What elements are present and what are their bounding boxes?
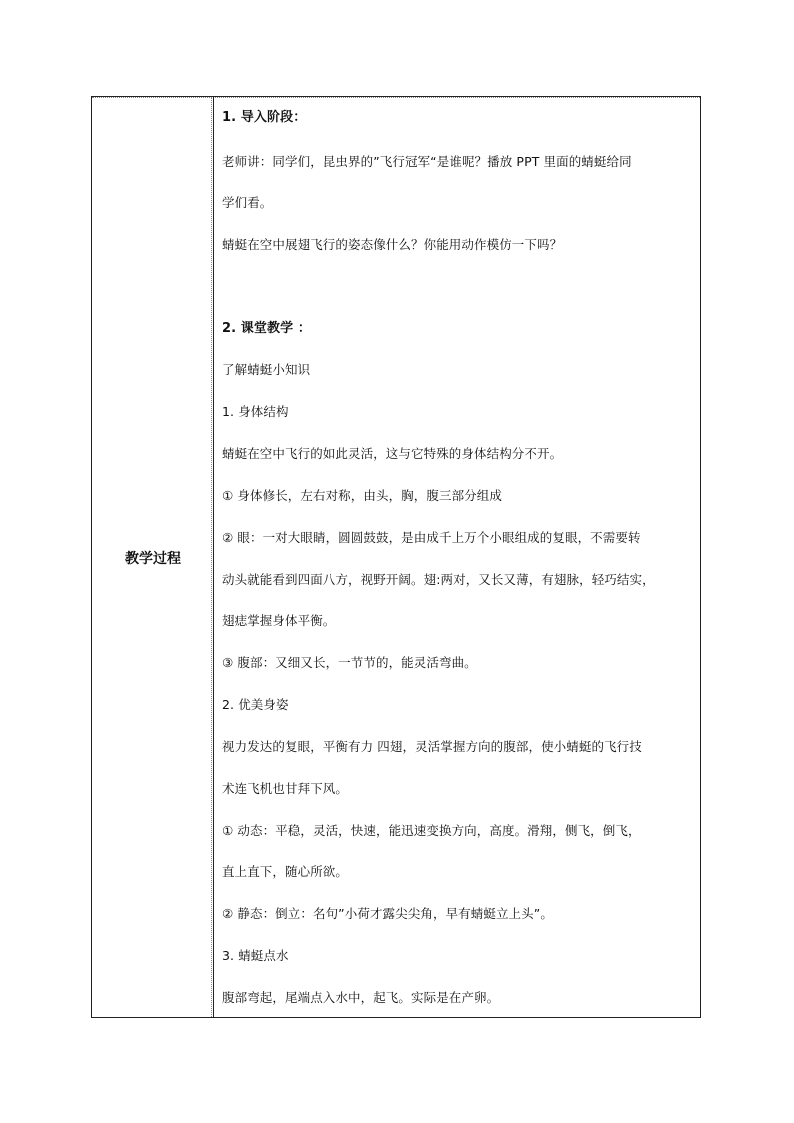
paragraph-line: 视力发达的复眼，平衡有力 四翅，灵活掌握方向的腹部，使小蜻蜓的飞行技 <box>222 739 642 754</box>
subheading-line: 了解蜻蜓小知识 <box>222 362 311 377</box>
paragraph-line: 直上直下，随心所欲。 <box>222 864 349 879</box>
paragraph-line: 学们看。 <box>222 195 273 210</box>
list-item: ② 眼：一对大眼睛，圆圆鼓鼓，是由成千上万个小眼组成的复眼，不需要转 <box>222 530 641 545</box>
paragraph-line: 蜻蜓在空中飞行的如此灵活，这与它特殊的身体结构分不开。 <box>222 446 563 461</box>
paragraph-line: 蜻蜓在空中展翅飞行的姿态像什么？你能用动作模仿一下吗？ <box>222 237 563 252</box>
paragraph-line: 动头就能看到四面八方，视野开阔。翅:两对，又长又薄，有翅脉，轻巧结实， <box>222 572 655 587</box>
section-heading-intro: 1. 导入阶段： <box>222 110 307 125</box>
paragraph-line: 腹部弯起，尾端点入水中，起飞。实际是在产卵。 <box>222 990 500 1005</box>
paragraph-line: 老师讲：同学们，昆虫界的”飞行冠军“是谁呢？播放 PPT 里面的蜻蜓给同 <box>222 154 632 169</box>
list-item: ① 动态：平稳，灵活，快速，能迅速变换方向，高度。滑翔，侧飞，倒飞， <box>222 823 641 838</box>
subheading-line: 2. 优美身姿 <box>222 697 289 712</box>
lesson-table <box>91 96 701 1018</box>
paragraph-line: 翅痣掌握身体平衡。 <box>222 613 336 628</box>
list-item: ② 静态：倒立：名句”小荷才露尖尖角，早有蜻蜓立上头”。 <box>222 906 553 921</box>
content-cell <box>214 97 700 1017</box>
row-label: 教学过程 <box>125 551 181 567</box>
label-cell <box>92 97 214 1017</box>
list-item: ③ 腹部：又细又长，一节节的，能灵活弯曲。 <box>222 655 477 670</box>
subheading-line: 1. 身体结构 <box>222 404 289 419</box>
list-item: ① 身体修长，左右对称，由头，胸，腹三部分组成 <box>222 488 502 503</box>
subheading-line: 3. 蜻蜓点水 <box>222 948 289 963</box>
paragraph-line: 术连飞机也甘拜下风。 <box>222 781 349 796</box>
section-heading-teaching: 2. 课堂教学 ： <box>222 321 311 336</box>
